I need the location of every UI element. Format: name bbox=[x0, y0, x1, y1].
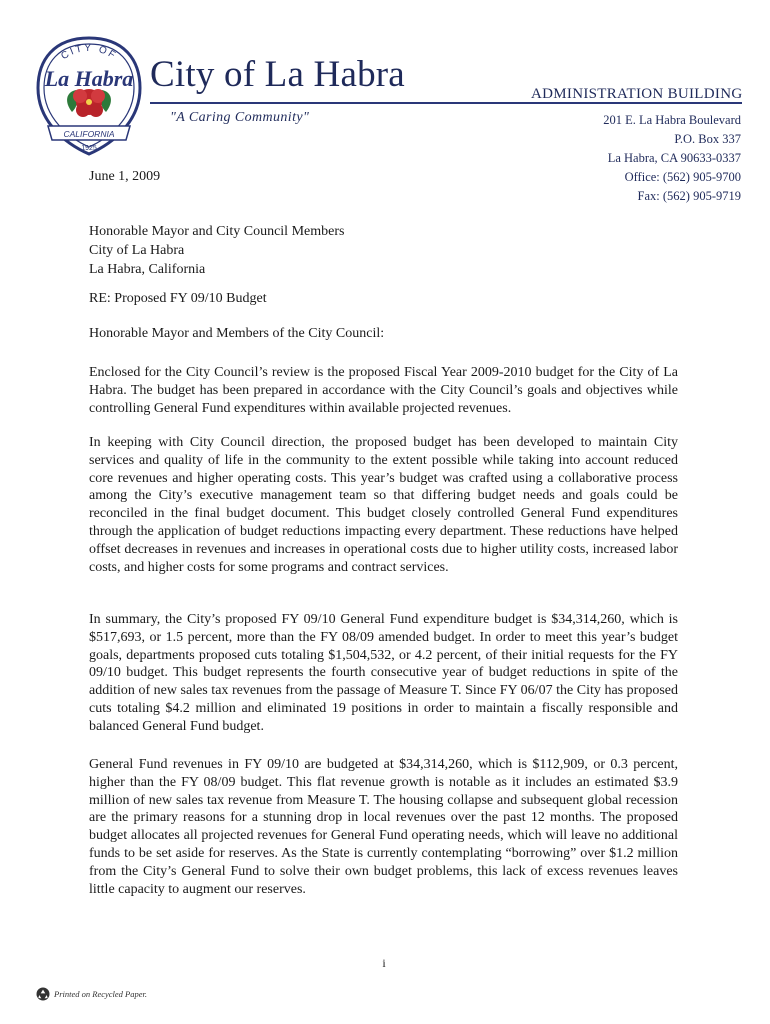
city-seal-logo bbox=[28, 30, 150, 160]
office-phone: Office: (562) 905-9700 bbox=[624, 170, 741, 184]
department-label: ADMINISTRATION BUILDING bbox=[531, 86, 743, 102]
city-name-heading: City of La Habra bbox=[150, 54, 405, 95]
letterhead-address bbox=[603, 111, 741, 206]
addressee-line: Honorable Mayor and City Council Members bbox=[89, 224, 345, 239]
fax-number: Fax: (562) 905-9719 bbox=[637, 189, 741, 203]
body-paragraph-4: General Fund revenues in FY 09/10 are budgeted at $34,314,260, which is $112,909, or 0.3 percent, higher than the FY 08/09 budget. This flat revenue growth is notable as it includes an estimated $3.9 million of new sales tax revenue from Measure T. The housing collapse and subsequent global recession are the primary reasons for a stunning drop in local revenues over the past 12 months. The proposed budget allocates all projected revenues for General Fund operating needs, which will leave no additional funds to be set aside for reserves. As the State is currently contemplating “borrowing” over $1.2 million from the City’s General Fund to solve their own budget problems, this lack of excess revenues leaves little capacity to augment our reserves. bbox=[89, 757, 678, 897]
recycled-paper-note bbox=[36, 987, 147, 1001]
address-line: P.O. Box 337 bbox=[674, 132, 741, 146]
letter-date: June 1, 2009 bbox=[89, 169, 161, 184]
seal-script-text: La Habra bbox=[44, 66, 134, 91]
address-line: La Habra, CA 90633-0337 bbox=[607, 151, 741, 165]
subject-line: RE: Proposed FY 09/10 Budget bbox=[89, 291, 267, 306]
body-paragraph-2: In keeping with City Council direction, the proposed budget has been developed to maintain City services and quality of life in the community to the extent possible while taking into account reduced core revenues and higher operating costs. This year’s budget was crafted using a collaborative process among the City’s executive management team so that differing budget needs and goals could be reconciled in the final budget document. This budget closely controlled General Fund expenditures through the application of budget reductions impacting every department. These reductions have helped offset decreases in revenues and increases in operational costs due to higher utility costs, increased labor costs, and higher costs for some programs and contract services. bbox=[89, 435, 678, 575]
address-line: 201 E. La Habra Boulevard bbox=[603, 113, 741, 127]
seal-arc-text: CITY OF bbox=[59, 42, 119, 63]
addressee-block bbox=[89, 222, 344, 279]
page-number: i bbox=[382, 956, 386, 970]
seal-flower-icon bbox=[73, 89, 105, 117]
body-paragraph-1: Enclosed for the City Council’s review is the proposed Fiscal Year 2009-2010 budget for the City of La Habra. The budget has been prepared in accordance with the City Council’s goals and objectives while controlling General Fund expenditures within available projected revenues. bbox=[89, 365, 678, 416]
letterhead-divider bbox=[150, 102, 742, 104]
body-paragraph-3: In summary, the City’s proposed FY 09/10 General Fund expenditure budget is $34,314,260, which is $517,693, or 1.5 percent, more than the FY 08/09 amended budget. In order to meet this year’s budget goals, departments proposed cuts totaling $1,504,532, or 4.2 percent, of their initial requests for the FY 09/10 budget. This budget represents the fourth consecutive year of budget reductions in spite of the addition of new sales tax revenues from the passage of Measure T. Since FY 06/07 the City has proposed cuts totaling $4.2 million and eliminated 19 positions in order to maintain a fiscally responsible and balanced General Fund budget. bbox=[89, 612, 678, 734]
recycled-paper-text: Printed on Recycled Paper. bbox=[54, 989, 147, 999]
recycle-icon bbox=[36, 987, 50, 1001]
salutation: Honorable Mayor and Members of the City Council: bbox=[89, 326, 385, 341]
seal-banner-text: CALIFORNIA bbox=[63, 129, 115, 139]
addressee-line: La Habra, California bbox=[89, 262, 206, 277]
city-tagline: "A Caring Community" bbox=[170, 110, 310, 125]
seal-year: 1925 bbox=[81, 145, 97, 152]
addressee-line: City of La Habra bbox=[89, 243, 185, 258]
